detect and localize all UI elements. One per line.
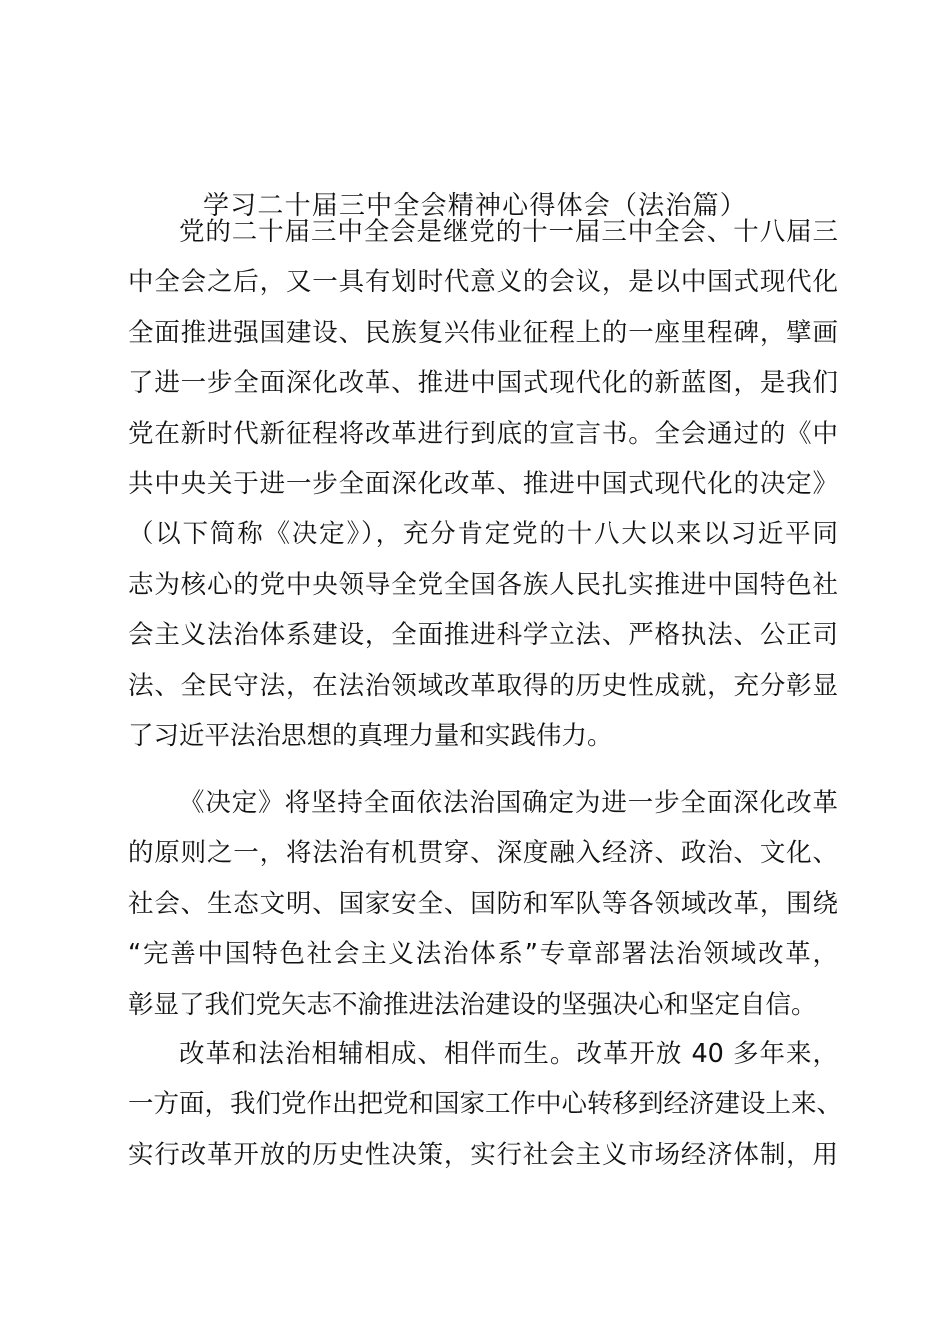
paragraph-line: （以下简称《决定》），充分肯定党的十八大以来以习近平同	[128, 519, 838, 550]
paragraph-line: 《决定》将坚持全面依法治国确定为进一步全面深化改革	[179, 788, 838, 818]
paragraph-line: 全面推进强国建设、民族复兴伟业征程上的一座里程碑，擘画	[128, 317, 838, 348]
paragraph-line: 改革和法治相辅相成、相伴而生。改革开放 40 多年来，	[179, 1039, 838, 1069]
paragraph-2	[128, 778, 838, 1030]
paragraph-line: “完善中国特色社会主义法治体系”专章部署法治领域改革，	[128, 939, 838, 970]
paragraph-line: 的原则之一，将法治有机贯穿、深度融入经济、政治、文化、	[128, 838, 838, 869]
paragraph-line: 共中央关于进一步全面深化改革、推进中国式现代化的决定》	[128, 468, 838, 499]
document-title: 学习二十届三中全会精神心得体会（法治篇）	[202, 191, 747, 221]
paragraph-line: 党在新时代新征程将改革进行到底的宣言书。全会通过的《中	[128, 418, 838, 449]
paragraph-line: 中全会之后，又一具有划时代意义的会议，是以中国式现代化	[128, 267, 838, 298]
paragraph-line: 了进一步全面深化改革、推进中国式现代化的新蓝图，是我们	[128, 368, 838, 399]
paragraph-1	[128, 207, 838, 761]
paragraph-3	[128, 1029, 843, 1180]
paragraph-line: 会主义法治体系建设，全面推进科学立法、严格执法、公正司	[128, 620, 838, 651]
paragraph-line: 志为核心的党中央领导全党全国各族人民扎实推进中国特色社	[128, 569, 838, 600]
paragraph-line: 社会、生态文明、国家安全、国防和军队等各领域改革，围绕	[128, 888, 838, 919]
paragraph-line: 党的二十届三中全会是继党的十一届三中全会、十八届三	[179, 217, 838, 247]
paragraph-line: 彰显了我们党矢志不渝推进法治建设的坚强决心和坚定自信。	[128, 989, 817, 1020]
paragraph-line: 一方面，我们党作出把党和国家工作中心转移到经济建设上来、	[128, 1089, 843, 1120]
paragraph-line: 了习近平法治思想的真理力量和实践伟力。	[128, 720, 613, 751]
paragraph-line: 法、全民守法，在法治领域改革取得的历史性成就，充分彰显	[128, 670, 838, 701]
paragraph-line: 实行改革开放的历史性决策，实行社会主义市场经济体制，用	[128, 1139, 838, 1170]
